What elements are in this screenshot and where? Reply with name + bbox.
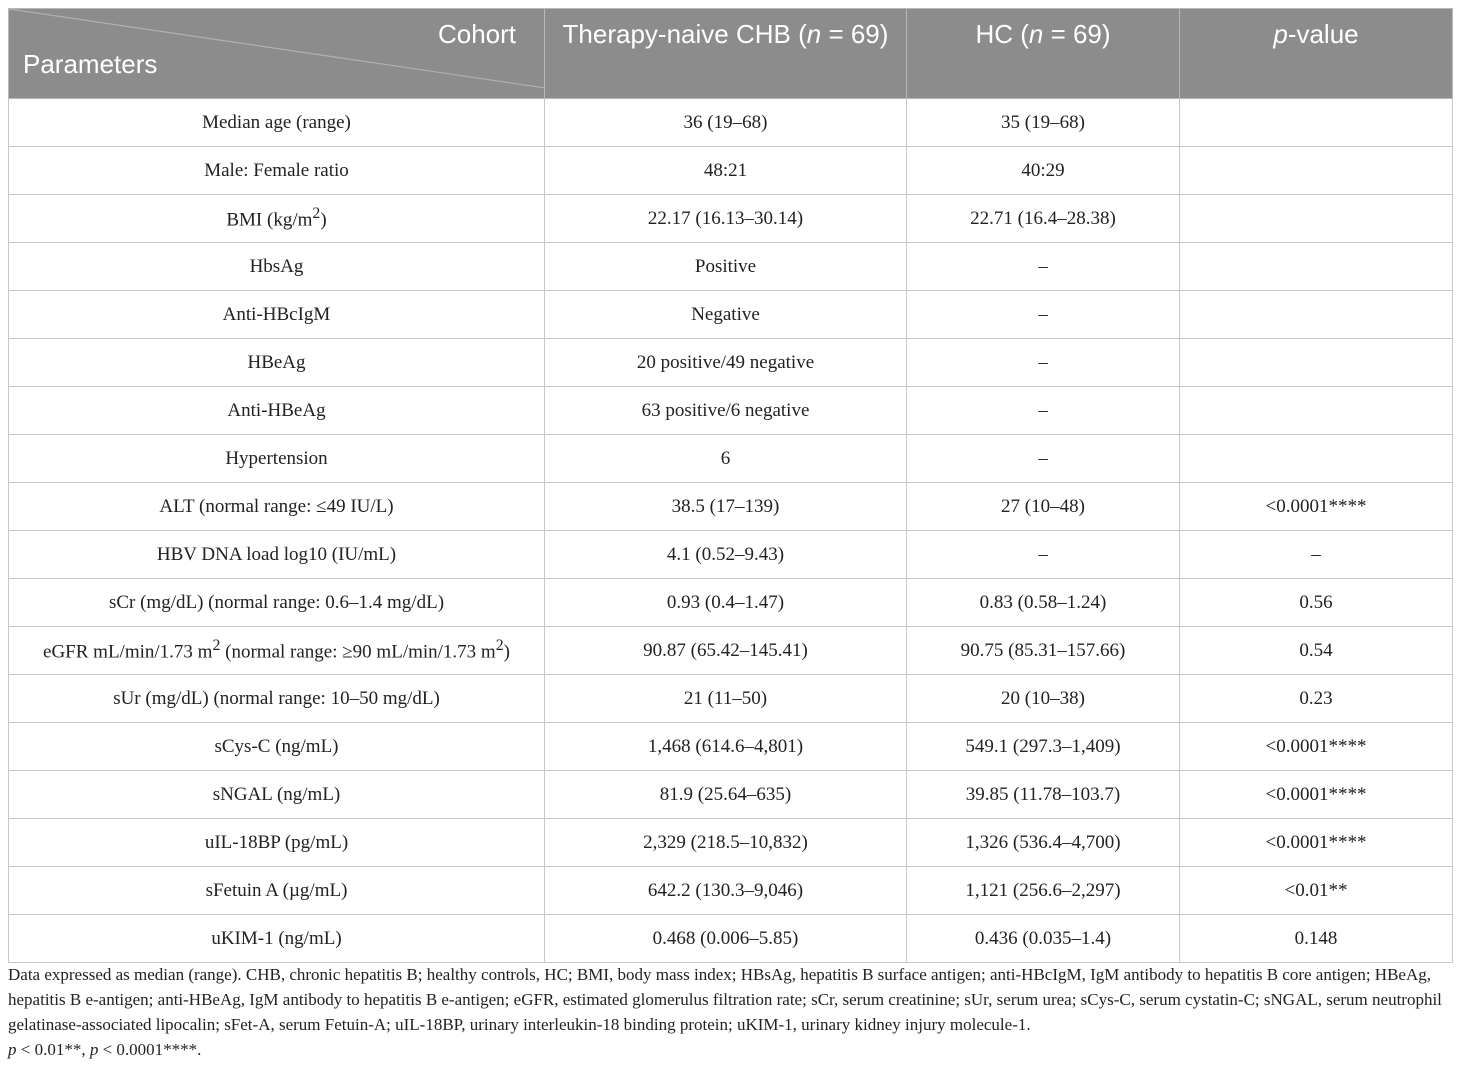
table-row — [9, 291, 1453, 339]
header-parameters-cohort — [9, 9, 545, 99]
row-hc-value: – — [907, 387, 1180, 435]
row-parameter: Median age (range) — [9, 99, 545, 147]
cohort-table — [8, 8, 1453, 963]
header-cohort-label: Cohort — [437, 19, 516, 49]
row-parameter: sCys-C (ng/mL) — [9, 723, 545, 771]
row-chb-value: Positive — [545, 243, 907, 291]
row-hc-value: 1,121 (256.6–2,297) — [907, 867, 1180, 915]
row-chb-value: 20 positive/49 negative — [545, 339, 907, 387]
row-chb-value: 81.9 (25.64–635) — [545, 771, 907, 819]
row-chb-value: 6 — [545, 435, 907, 483]
table-row — [9, 195, 1453, 243]
table-row — [9, 819, 1453, 867]
table-row — [9, 627, 1453, 675]
row-hc-value: 549.1 (297.3–1,409) — [907, 723, 1180, 771]
table-row — [9, 579, 1453, 627]
row-chb-value: 4.1 (0.52–9.43) — [545, 531, 907, 579]
row-parameter: uKIM-1 (ng/mL) — [9, 915, 545, 963]
table-row — [9, 915, 1453, 963]
table-row — [9, 867, 1453, 915]
row-p-value: <0.0001**** — [1180, 483, 1453, 531]
header-chb: Therapy-naive CHB (n = 69) — [545, 9, 907, 99]
row-chb-value: 0.93 (0.4–1.47) — [545, 579, 907, 627]
table-footnote: Data expressed as median (range). CHB, chronic hepatitis B; healthy controls, HC; BMI, body mass index; HBsAg, hepatitis B surface antigen; anti-HBcIgM, IgM antibody to hepatitis B core antigen; HBeAg, hepatitis B e-antigen; anti-HBeAg, IgM antibody to hepatitis B e-antigen; eGFR, estimated glomerulus filtration rate; sCr, serum creatinine; sUr, serum urea; sCys-C, serum cystatin-C; sNGAL, serum neutrophil gelatinase-associated lipocalin; sFet-A, serum Fetuin-A; uIL-18BP, urinary interleukin-18 binding protein; uKIM-1, urinary kidney injury molecule-1. p < 0.01**, p < 0.0001****. — [8, 965, 1442, 1059]
row-hc-value: 27 (10–48) — [907, 483, 1180, 531]
table-row — [9, 147, 1453, 195]
row-hc-value: – — [907, 531, 1180, 579]
row-hc-value: – — [907, 435, 1180, 483]
row-p-value — [1180, 147, 1453, 195]
row-parameter: BMI $(kg/m^2)$ — [9, 195, 545, 243]
row-p-value: 0.56 — [1180, 579, 1453, 627]
row-parameter: HbsAg — [9, 243, 545, 291]
table-row — [9, 483, 1453, 531]
table-body — [9, 99, 1453, 963]
table-row — [9, 99, 1453, 147]
row-hc-value: – — [907, 243, 1180, 291]
row-parameter: HBeAg — [9, 339, 545, 387]
row-hc-value: 35 (19–68) — [907, 99, 1180, 147]
table-row — [9, 771, 1453, 819]
header-row — [9, 9, 1453, 99]
data-table-container — [8, 8, 1452, 963]
row-hc-value: – — [907, 339, 1180, 387]
row-chb-value: 642.2 (130.3–9,046) — [545, 867, 907, 915]
row-parameter: sFetuin A (µg/mL) — [9, 867, 545, 915]
row-p-value — [1180, 387, 1453, 435]
row-p-value — [1180, 291, 1453, 339]
row-hc-value: 0.436 (0.035–1.4) — [907, 915, 1180, 963]
row-p-value: 0.23 — [1180, 675, 1453, 723]
row-hc-value: 39.85 (11.78–103.7) — [907, 771, 1180, 819]
table-row — [9, 387, 1453, 435]
row-hc-value: 90.75 (85.31–157.66) — [907, 627, 1180, 675]
row-parameter: ALT (normal range: ≤49 IU/L) — [9, 483, 545, 531]
row-chb-value: 0.468 (0.006–5.85) — [545, 915, 907, 963]
row-hc-value: 1,326 (536.4–4,700) — [907, 819, 1180, 867]
row-chb-value: 1,468 (614.6–4,801) — [545, 723, 907, 771]
row-p-value — [1180, 339, 1453, 387]
table-row — [9, 339, 1453, 387]
row-parameter: Anti-HBcIgM — [9, 291, 545, 339]
table-row — [9, 675, 1453, 723]
footnote-text: Data expressed as median (range). CHB, chronic hepatitis B; healthy controls, HC; BMI, body mass index; HBsAg, hepatitis B surface antigen; anti-HBcIgM, IgM antibody to hepatitis B core antigen; HBeAg, hepatitis B e-antigen; anti-HBeAg, IgM antibody to hepatitis B e-antigen; eGFR, estimated glomerulus filtration rate; sCr, serum creatinine; sUr, serum urea; sCys-C, serum cystatin-C; sNGAL, serum neutrophil gelatinase-associated lipocalin; sFet-A, serum Fetuin-A; uIL-18BP, urinary interleukin-18 binding protein; uKIM-1, urinary kidney injury molecule-1. — [8, 965, 1442, 1034]
table-row — [9, 435, 1453, 483]
row-p-value: <0.01** — [1180, 867, 1453, 915]
row-chb-value: 48:21 — [545, 147, 907, 195]
row-chb-value: 22.17 (16.13–30.14) — [545, 195, 907, 243]
row-chb-value: 36 (19–68) — [545, 99, 907, 147]
row-chb-value: 90.87 (65.42–145.41) — [545, 627, 907, 675]
table-row — [9, 531, 1453, 579]
row-hc-value: – — [907, 291, 1180, 339]
row-parameter: uIL-18BP (pg/mL) — [9, 819, 545, 867]
row-p-value: <0.0001**** — [1180, 819, 1453, 867]
row-parameter: Male: Female ratio — [9, 147, 545, 195]
row-p-value — [1180, 243, 1453, 291]
row-p-value: 0.54 — [1180, 627, 1453, 675]
row-parameter: HBV DNA load log10 (IU/mL) — [9, 531, 545, 579]
row-p-value — [1180, 99, 1453, 147]
row-parameter: sUr (mg/dL) (normal range: 10–50 mg/dL) — [9, 675, 545, 723]
row-chb-value: 21 (11–50) — [545, 675, 907, 723]
row-parameter: sCr (mg/dL) (normal range: 0.6–1.4 mg/dL) — [9, 579, 545, 627]
row-chb-value: 63 positive/6 negative — [545, 387, 907, 435]
row-chb-value: 2,329 (218.5–10,832) — [545, 819, 907, 867]
row-hc-value: 20 (10–38) — [907, 675, 1180, 723]
row-p-value: <0.0001**** — [1180, 723, 1453, 771]
header-parameters-label: Parameters — [23, 49, 158, 79]
header-p-value: p-value — [1180, 9, 1453, 99]
row-hc-value: 22.71 (16.4–28.38) — [907, 195, 1180, 243]
row-parameter: eGFR mL/min/1.73 $m^2$ (normal range: ≥90 mL/min/1.73 $m^2$) — [9, 627, 545, 675]
row-p-value — [1180, 195, 1453, 243]
table-row — [9, 243, 1453, 291]
table-row — [9, 723, 1453, 771]
row-parameter: sNGAL (ng/mL) — [9, 771, 545, 819]
row-chb-value: Negative — [545, 291, 907, 339]
row-p-value — [1180, 435, 1453, 483]
row-parameter: Anti-HBeAg — [9, 387, 545, 435]
row-p-value: – — [1180, 531, 1453, 579]
row-chb-value: 38.5 (17–139) — [545, 483, 907, 531]
row-hc-value: 40:29 — [907, 147, 1180, 195]
row-p-value: 0.148 — [1180, 915, 1453, 963]
row-parameter: Hypertension — [9, 435, 545, 483]
header-hc: HC (n = 69) — [907, 9, 1180, 99]
row-p-value: <0.0001**** — [1180, 771, 1453, 819]
row-hc-value: 0.83 (0.58–1.24) — [907, 579, 1180, 627]
